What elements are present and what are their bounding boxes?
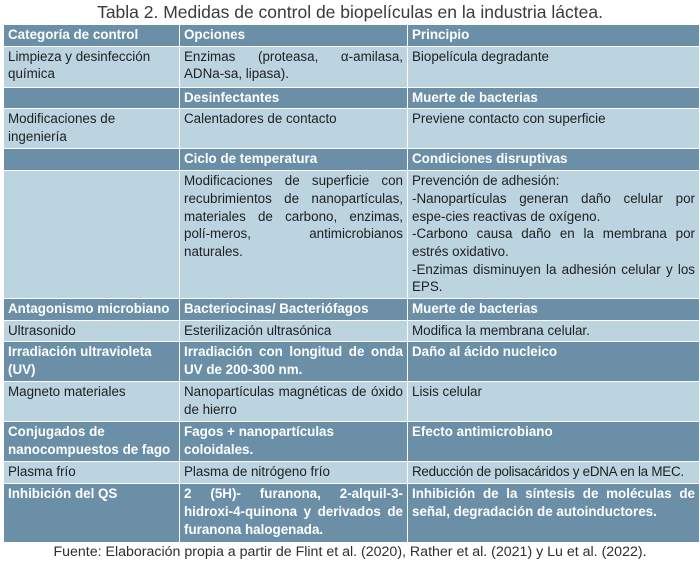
table-cell-multiline [408,171,700,299]
table-row [4,342,700,382]
table-cell: Biopelícula degradante [408,46,700,87]
table-caption: Tabla 2. Medidas de control de biopelículas en la industria láctea. [97,2,603,22]
cell-line: -Enzimas disminuyen la adhesión celular y los EPS. [412,261,695,295]
table-cell: Modifica la membrana celular. [408,320,700,342]
table-cell: Plasma frío [4,462,180,484]
table-cell: Ultrasonido [4,320,180,342]
table-cell: Esterilización ultrasónica [180,320,408,342]
table-cell: Bacteriocinas/ Bacteriófagos [180,299,408,321]
table-cell: Inhibición de la síntesis de moléculas de señal, degradación de autoinductores. [408,484,700,543]
table-header-row [4,25,700,47]
table-cell: Muerte de bacterias [408,87,700,109]
table-cell: Enzimas (proteasa, α-amilasa, ADNa-sa, lipasa). [180,46,408,87]
table-cell: Lisis celular [408,382,700,422]
table-cell [4,171,180,299]
table-row [4,484,700,543]
table-cell: Desinfectantes [180,87,408,109]
table-row [4,46,700,87]
table-cell: Conjugados de nanocompuestos de fago [4,422,180,462]
cell-line: -Nanopartículas generan daño celular por espe-cies reactivas de oxígeno. [412,190,695,224]
table-cell: Magneto materiales [4,382,180,422]
table-row [4,109,700,149]
table-row [4,382,700,422]
table-cell: Plasma de nitrógeno frío [180,462,408,484]
table-cell: Fagos + nanopartículas coloidales. [180,422,408,462]
header-cell-options: Opciones [180,25,408,47]
table-cell: Calentadores de contacto [180,109,408,149]
table-cell: Muerte de bacterias [408,299,700,321]
table-cell: Antagonismo microbiano [4,299,180,321]
cell-line: -Carbono causa daño en la membrana por estrés oxidativo. [412,226,695,259]
table-cell: Irradiación ultravioleta (UV) [4,342,180,382]
table-cell: Daño al ácido nucleico [408,342,700,382]
table-row [4,87,700,109]
table-cell [4,149,180,171]
table-row [4,171,700,299]
table-cell: Inhibición del QS [4,484,180,543]
header-cell-category: Categoría de control [4,25,180,47]
table-cell: Limpieza y desinfección química [4,46,180,87]
header-cell-principle: Principio [408,25,700,47]
table-cell: 2 (5H)- furanona, 2-alquil-3-hidroxi-4-quinona y derivados de furanona halogenada. [180,484,408,543]
table-row [4,422,700,462]
table-cell: Modificaciones de superficie con recubrimientos de nanopartículas, materiales de carbono, enzimas, polí-meros, antimicrobianos naturales. [180,171,408,299]
table-cell: Ciclo de temperatura [180,149,408,171]
table-cell: Modificaciones de ingeniería [4,109,180,149]
table-cell: Nanopartículas magnéticas de óxido de hierro [180,382,408,422]
cell-line: Prevención de adhesión: [412,173,560,189]
table-row [4,462,700,484]
biofilm-control-table [3,24,700,543]
table-cell: Reducción de polisacáridos y eDNA en la MEC. [408,462,700,484]
table-row [4,149,700,171]
table-cell [4,87,180,109]
table-row [4,320,700,342]
table-cell: Irradiación con longitud de onda UV de 200-300 nm. [180,342,408,382]
table-source-note: Fuente: Elaboración propia a partir de Flint et al. (2020), Rather et al. (2021) y Lu et al. (2022). [53,544,647,560]
table-cell: Condiciones disruptivas [408,149,700,171]
table-cell: Efecto antimicrobiano [408,422,700,462]
table-row [4,299,700,321]
table-cell: Previene contacto con superficie [408,109,700,149]
